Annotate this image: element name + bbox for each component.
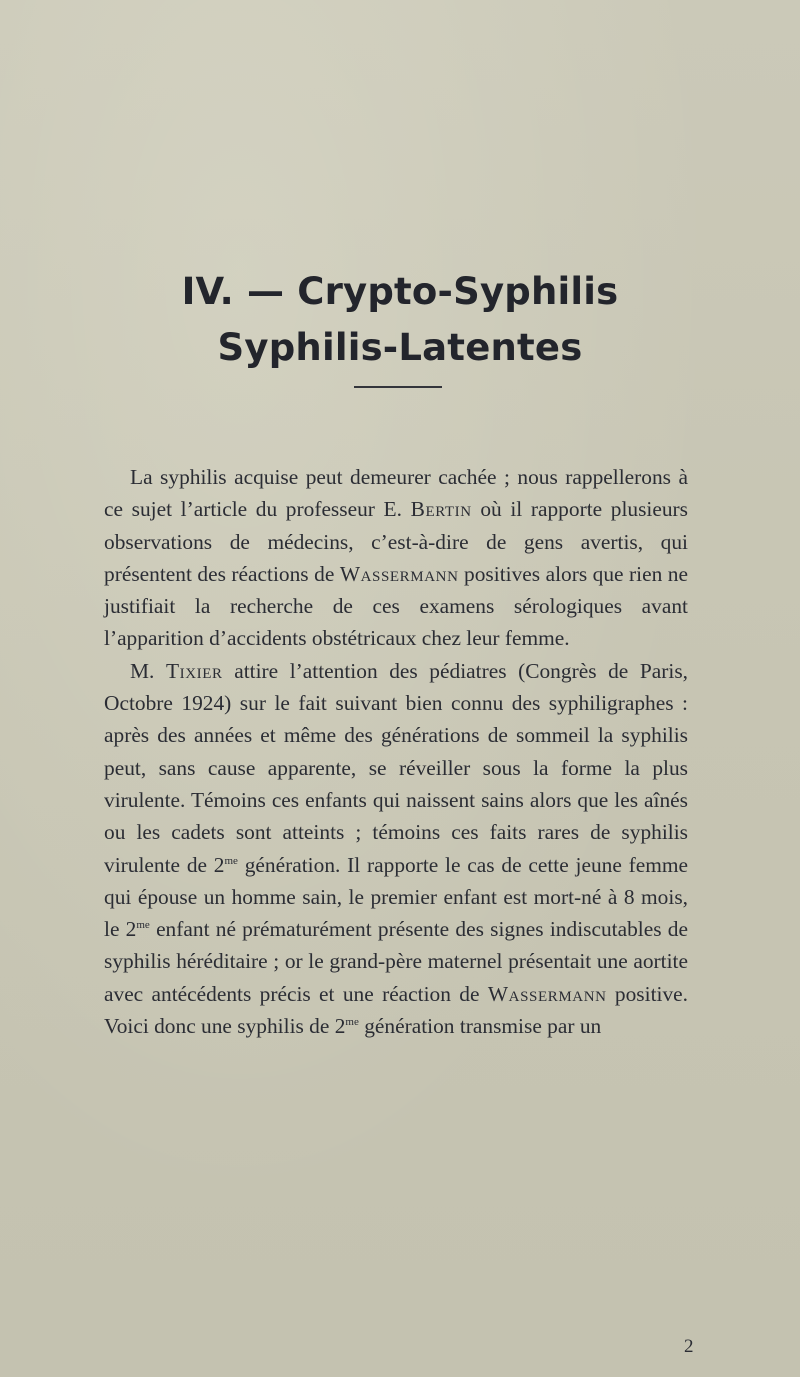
- paragraph-2-text-1: M.: [130, 658, 166, 683]
- paragraph-1-text-3: positives alors que rien ne justifiait la recherche de ces examens sérologiques avant l’apparition d’accidents obstétricaux chez leur femme.: [104, 561, 688, 651]
- superscript-me-1: me: [224, 854, 238, 867]
- body-text: [104, 461, 688, 1042]
- paragraph-2-text-2: attire l’attention des pédiatres (Congrès de Paris, Octobre 1924) sur le fait suivant bien connu des syphiligraphes : après des années et même des générations de sommeil la syphilis peut, sans cause apparente, se réveiller sous la forme la plus virulente. Témoins ces enfants qui naissent sains alors que les aînés ou les cadets sont atteints ; témoins ces faits rares de syphilis virulente de 2: [104, 658, 688, 877]
- superscript-me-2: me: [136, 919, 150, 932]
- paragraph-2-text-6: génération transmise par un: [358, 1014, 602, 1039]
- superscript-me-3: me: [345, 1016, 359, 1029]
- author-name-bertin: Bertin: [410, 497, 472, 522]
- paragraph-2-text-5: positive. Voici donc une syphilis de 2: [104, 981, 688, 1039]
- author-name-wassermann-2: Wassermann: [487, 981, 607, 1006]
- paragraph-1: [104, 461, 688, 655]
- paragraph-2-text-4: enfant né prématurément présente des signes indiscutables de syphilis héréditaire ; or le grand-père maternel présentait une aortite avec antécédents précis et une réaction de: [104, 917, 688, 1006]
- paragraph-1-text-1: La syphilis acquise peut demeurer cachée ; nous rappellerons à ce sujet l’article du professeur E.: [104, 465, 688, 522]
- author-name-tixier: Tixier: [165, 658, 223, 683]
- author-name-wassermann: Wassermann: [339, 561, 459, 586]
- chapter-title-line-2: Syphilis-Latentes: [217, 326, 583, 369]
- paragraph-2: [104, 655, 688, 1043]
- paragraph-1-text-2: où il rapporte plusieurs observations de médecins, c’est-à-dire de gens avertis, qui présentent des réactions de: [104, 497, 689, 586]
- paragraph-2-text-3: génération. Il rapporte le cas de cette jeune femme qui épouse un homme sain, le premier enfant est mort-né à 8 mois, le 2: [104, 852, 689, 942]
- title-divider: [354, 386, 442, 388]
- chapter-title-line-1: IV. — Crypto-Syphilis: [181, 270, 619, 313]
- page-number: 2: [684, 1336, 694, 1357]
